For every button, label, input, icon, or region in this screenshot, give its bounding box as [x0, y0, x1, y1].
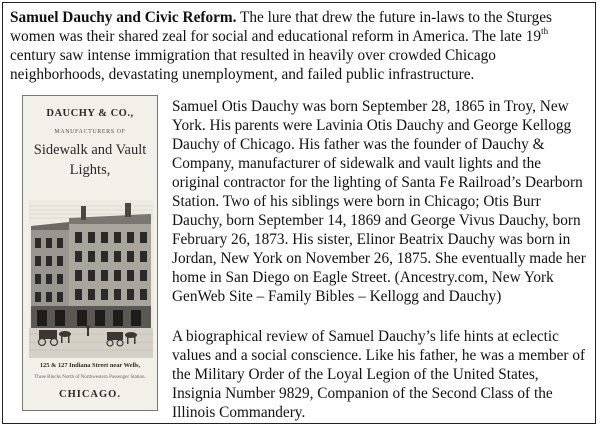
ad-company-name: DAUCHY & CO.,	[46, 108, 134, 119]
ad-manufacturers-line: MANUFACTURERS OF	[54, 129, 126, 135]
ad-city: CHICAGO.	[59, 389, 121, 400]
factory-building-illustration	[29, 200, 153, 358]
ad-product-line-2: Lights,	[69, 162, 111, 178]
section-heading: Samuel Dauchy and Civic Reform.	[10, 9, 237, 26]
ad-address: 125 & 127 Indiana Street near Wells,	[39, 362, 141, 369]
dauchy-advertisement	[22, 95, 158, 411]
biography-paragraph-1: Samuel Otis Dauchy was born September 28, 1865 in Troy, New York. His parents were Lavinia Otis Dauchy and George Kellogg Dauchy of Chicago. His father was the founder of Dauchy & Company, manufacturer of sidewalk and vault lights and the original contractor for the lighting of Santa Fe Railroad’s Dearborn Station. Two of his siblings were born in Chicago; Otis Burr Dauchy, born September 14, 1869 and George Vivus Dauchy, born February 26, 1873. His sister, Elinor Beatrix Dauchy was born in Jordan, New York on November 26, 1875. She eventually made her home in San Diego on Eagle Street. (Ancestry.com, New York GenWeb Site – Family Bibles – Kellogg and Dauchy)	[172, 98, 586, 305]
intro-paragraph	[10, 8, 588, 84]
intro-text: The lure that drew the future in-laws to the Sturges women was their shared zeal for social and educational reform in America. The late 19	[10, 9, 552, 45]
biography-paragraph-2: A biographical review of Samuel Dauchy’s life hints at eclectic values and a social conscience. Like his father, he was a member of the Military Order of the Loyal Legion of the United States, Insignia Number 9829, Companion of the Second Class of the Illinois Commandery.	[172, 328, 586, 421]
ad-product-line-1: Sidewalk and Vault	[33, 142, 147, 158]
ad-location-note: Three Blocks North of Northwestern Passenger Station.	[34, 375, 146, 380]
ordinal-suffix: th	[541, 25, 549, 36]
intro-text-continued: century saw intense immigration that resulted in heavily over crowded Chicago neighborhoods, devastating unemployment, and failed public infrastructure.	[10, 47, 496, 83]
